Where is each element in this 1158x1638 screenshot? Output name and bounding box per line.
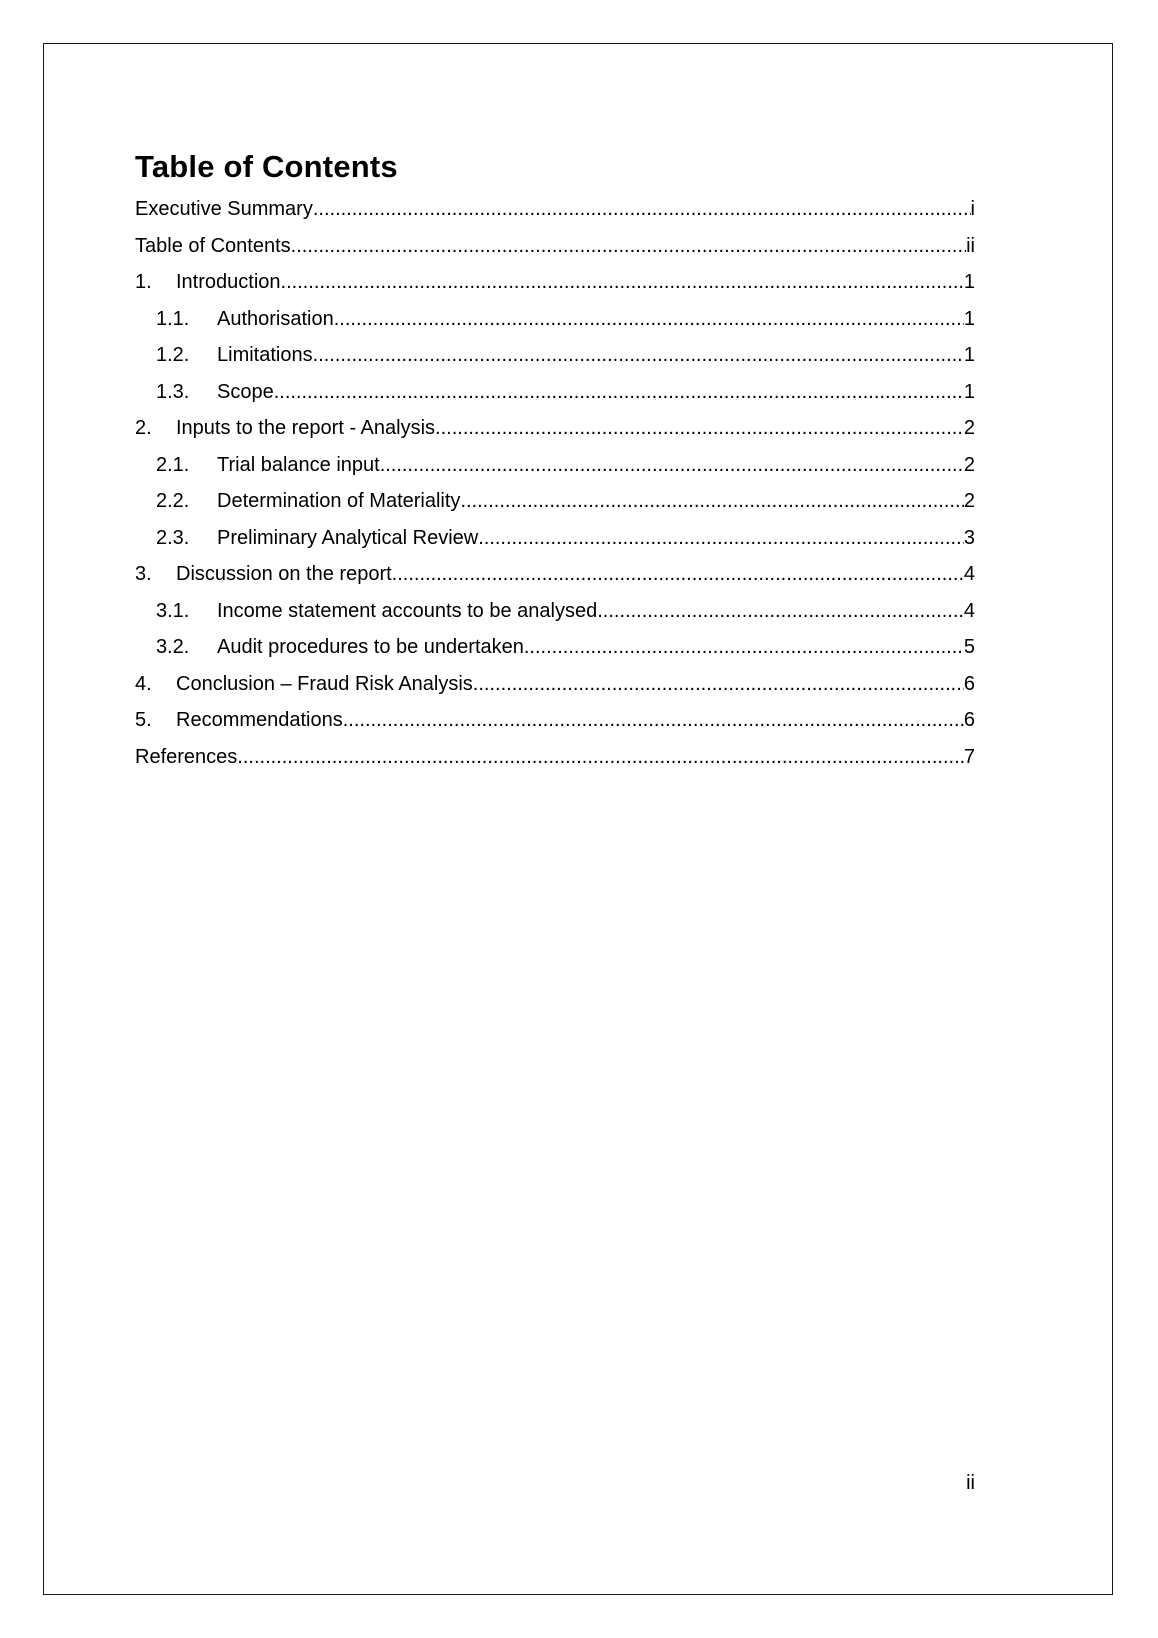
toc-entry-label: Introduction	[176, 271, 281, 294]
toc-entry-label: Executive Summary	[135, 198, 313, 221]
toc-entry-label: Limitations	[217, 344, 313, 367]
toc-dot-leader	[597, 600, 964, 623]
toc-entry-page-number: 6	[963, 709, 975, 732]
toc-entry-label: References	[135, 745, 238, 768]
toc-dot-leader	[291, 235, 966, 258]
toc-entry-page-number: 1	[963, 380, 975, 403]
toc-entry-page-number: 6	[963, 672, 975, 695]
toc-entry-number: 1.3.	[156, 380, 190, 403]
toc-entry-page-number: ii	[966, 234, 975, 257]
page-title: Table of Contents	[135, 149, 398, 184]
toc-dot-leader	[281, 271, 964, 294]
toc-dot-leader	[392, 563, 964, 586]
toc-entry[interactable]	[156, 381, 975, 404]
toc-entry-page-number: 4	[963, 563, 975, 586]
toc-dot-leader	[380, 454, 964, 477]
toc-entry-number: 3.2.	[156, 636, 190, 659]
toc-entry[interactable]	[135, 709, 975, 732]
toc-entry-label: Table of Contents	[135, 234, 291, 257]
toc-entry-page-number: 2	[963, 453, 975, 476]
toc-entry-page-number: 5	[963, 636, 975, 659]
toc-entry[interactable]	[156, 454, 975, 477]
toc-entry[interactable]	[135, 198, 975, 221]
toc-dot-leader	[334, 308, 964, 331]
toc-entry-page-number: 1	[963, 271, 975, 294]
toc-entry-page-number: 1	[963, 307, 975, 330]
toc-entry-page-number: i	[970, 198, 975, 221]
toc-dot-leader	[460, 490, 963, 513]
toc-entry[interactable]	[135, 235, 975, 258]
toc-entry[interactable]	[135, 746, 975, 769]
toc-entry-label: Scope	[217, 380, 274, 403]
toc-entries	[135, 198, 975, 769]
toc-entry[interactable]	[156, 344, 975, 367]
toc-entry-number: 2.2.	[156, 490, 190, 513]
toc-entry-page-number: 2	[963, 417, 975, 440]
toc-entry-label: Recommendations	[176, 709, 343, 732]
toc-entry[interactable]	[156, 600, 975, 623]
toc-entry-label: Determination of Materiality	[217, 490, 461, 513]
toc-dot-leader	[343, 709, 964, 732]
toc-dot-leader	[478, 527, 964, 550]
toc-entry[interactable]	[156, 490, 975, 513]
toc-entry-number: 1.1.	[156, 307, 190, 330]
toc-entry-number: 1.2.	[156, 344, 190, 367]
toc-entry-number: 3.1.	[156, 599, 190, 622]
toc-entry-page-number: 7	[963, 745, 975, 768]
toc-entry-label: Preliminary Analytical Review	[217, 526, 479, 549]
toc-entry[interactable]	[135, 271, 975, 294]
toc-entry-number: 5.	[135, 709, 152, 732]
toc-entry[interactable]	[156, 636, 975, 659]
toc-dot-leader	[274, 381, 964, 404]
toc-entry[interactable]	[135, 563, 975, 586]
toc-entry[interactable]	[156, 527, 975, 550]
toc-dot-leader	[313, 344, 964, 367]
toc-dot-leader	[313, 198, 971, 221]
toc-entry-page-number: 3	[963, 526, 975, 549]
toc-entry-number: 2.	[135, 417, 152, 440]
toc-dot-leader	[524, 636, 964, 659]
toc-entry-number: 3.	[135, 563, 152, 586]
page-content	[135, 150, 975, 782]
toc-entry-page-number: 1	[963, 344, 975, 367]
toc-entry-number: 2.3.	[156, 526, 190, 549]
toc-entry-number: 2.1.	[156, 453, 190, 476]
toc-entry-page-number: 2	[963, 490, 975, 513]
toc-entry-label: Inputs to the report - Analysis	[176, 417, 436, 440]
toc-entry-number: 4.	[135, 672, 152, 695]
toc-entry[interactable]	[156, 308, 975, 331]
footer-page-number: ii	[966, 1472, 975, 1494]
toc-entry-label: Conclusion – Fraud Risk Analysis	[176, 672, 473, 695]
toc-entry-label: Audit procedures to be undertaken	[217, 636, 524, 659]
toc-entry-page-number: 4	[963, 599, 975, 622]
toc-entry-number: 1.	[135, 271, 152, 294]
toc-dot-leader	[435, 417, 964, 440]
toc-entry-label: Trial balance input	[217, 453, 380, 476]
toc-entry-label: Authorisation	[217, 307, 334, 330]
toc-entry-label: Discussion on the report	[176, 563, 392, 586]
toc-entry[interactable]	[135, 417, 975, 440]
toc-dot-leader	[473, 673, 964, 696]
toc-entry-label: Income statement accounts to be analysed	[217, 599, 598, 622]
toc-dot-leader	[237, 746, 964, 769]
toc-entry[interactable]	[135, 673, 975, 696]
